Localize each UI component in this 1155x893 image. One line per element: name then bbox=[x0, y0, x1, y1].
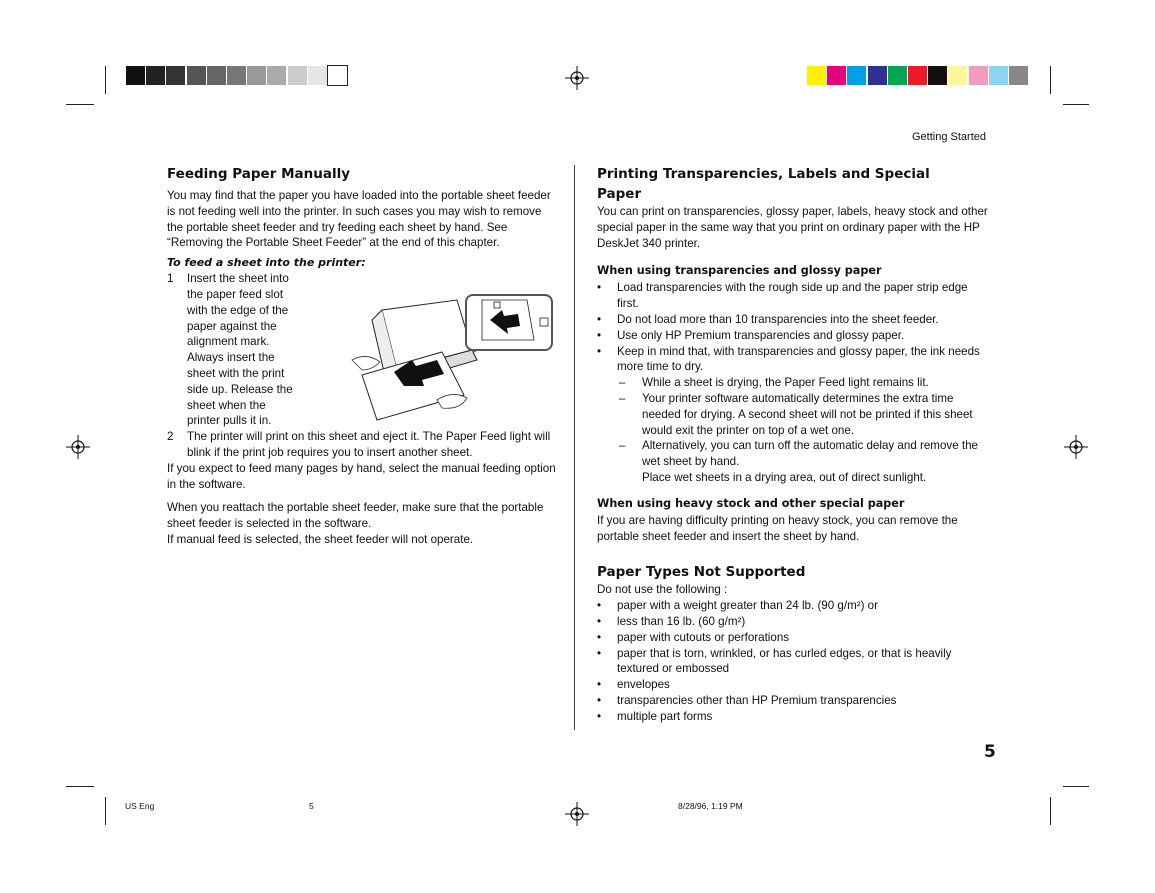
color-swatch bbox=[928, 66, 947, 85]
color-swatch bbox=[126, 66, 145, 85]
step-number: 2 bbox=[167, 430, 174, 444]
bullet-item: • paper that is torn, wrinkled, or has curled edges, or that is heavily textured or embossed bbox=[597, 646, 952, 676]
footer-language: US Eng bbox=[125, 801, 155, 811]
subsection-heading: When using transparencies and glossy paper bbox=[597, 264, 882, 278]
bullet-item: • paper with cutouts or perforations bbox=[597, 630, 790, 644]
footer-timestamp: 8/28/96, 1:19 PM bbox=[678, 801, 743, 811]
section-title: Printing Transparencies, Labels and Special bbox=[597, 166, 930, 182]
step-1-line: the paper feed slot bbox=[187, 287, 284, 301]
intro-paragraph: You can print on transparencies, glossy paper, labels, heavy stock and other special paper in the same way that you print on ordinary paper with the HP DeskJet 340 printer. bbox=[597, 205, 988, 250]
dash-item: – Your printer software automatically determines the extra time needed for drying. A second sheet will not be printed if this sheet would exit the printer on top of a wet one. bbox=[619, 391, 973, 437]
color-swatch bbox=[207, 66, 226, 85]
registration-mark-icon bbox=[565, 802, 589, 826]
color-swatch bbox=[187, 66, 206, 85]
color-swatch bbox=[308, 66, 327, 85]
color-swatch bbox=[288, 66, 307, 85]
crop-mark bbox=[66, 104, 94, 105]
manual-feed-note: If manual feed is selected, the sheet feeder will not operate. bbox=[167, 532, 474, 546]
crop-mark bbox=[1050, 66, 1051, 94]
bullet-item: • multiple part forms bbox=[597, 709, 713, 723]
color-swatch bbox=[827, 66, 846, 85]
registration-mark-icon bbox=[1064, 435, 1088, 459]
intro-paragraph: You may find that the paper you have loaded into the portable sheet feeder is not feeding well into the printer. In such cases you may wish to remove the portable sheet feeder and try feeding each sheet by hand. See “Removing the Portable Sheet Feeder” at the end of this chapter. bbox=[167, 189, 551, 250]
bullet-item: • Do not load more than 10 transparencies into the sheet feeder. bbox=[597, 312, 939, 326]
crop-mark bbox=[66, 786, 94, 787]
bullet-item: • envelopes bbox=[597, 678, 670, 692]
color-swatch bbox=[888, 66, 907, 85]
color-swatch bbox=[1009, 66, 1028, 85]
step-number: 1 bbox=[167, 272, 174, 286]
printer-illustration bbox=[342, 290, 556, 430]
color-swatch bbox=[908, 66, 927, 85]
step-1-line: side up. Release the bbox=[187, 382, 293, 396]
bullet-item: • Load transparencies with the rough side up and the paper strip edge first. bbox=[597, 281, 968, 311]
dash-item: – While a sheet is drying, the Paper Feed light remains lit. bbox=[619, 376, 929, 390]
dash-item: – Alternatively, you can turn off the automatic delay and remove the wet sheet by hand. bbox=[619, 439, 978, 469]
section-title-cont: Paper bbox=[597, 186, 642, 202]
step-1-line: alignment mark. bbox=[187, 335, 270, 349]
bullet-item: • Keep in mind that, with transparencies and glossy paper, the ink needs more time to dry. bbox=[597, 344, 980, 374]
bullet-item: • Use only HP Premium transparencies and glossy paper. bbox=[597, 328, 905, 342]
registration-mark-icon bbox=[565, 66, 589, 90]
bullet-item: • transparencies other than HP Premium transparencies bbox=[597, 693, 897, 707]
bullet-item: • paper with a weight greater than 24 lb. (90 g/m²) or bbox=[597, 599, 878, 613]
right-column bbox=[597, 164, 989, 725]
section-title: Paper Types Not Supported bbox=[597, 564, 806, 581]
bullet-item: • less than 16 lb. (60 g/m²) bbox=[597, 614, 746, 628]
registration-mark-icon bbox=[66, 435, 90, 459]
crop-mark bbox=[105, 797, 106, 825]
lead-text: Do not use the following : bbox=[597, 583, 728, 597]
color-swatch bbox=[868, 66, 887, 85]
section-title: Feeding Paper Manually bbox=[167, 166, 351, 182]
step-2-text: The printer will print on this sheet and eject it. The Paper Feed light will blink if the print job requires you to insert another sheet. bbox=[187, 430, 551, 459]
heavy-stock-paragraph: If you are having difficulty printing on heavy stock, you can remove the portable sheet feeder and insert the sheet by hand. bbox=[597, 513, 958, 543]
dash-item-continuation: Place wet sheets in a drying area, out of direct sunlight. bbox=[642, 470, 927, 484]
manual-option-paragraph: If you expect to feed many pages by hand, select the manual feeding option in the software. bbox=[167, 461, 556, 491]
color-swatch bbox=[807, 66, 826, 85]
step-1-line: sheet when the bbox=[187, 398, 266, 412]
color-swatch bbox=[227, 66, 246, 85]
crop-mark bbox=[1063, 104, 1089, 105]
step-1-line: Always insert the bbox=[187, 351, 275, 365]
step-1-line: with the edge of the bbox=[187, 303, 289, 317]
step-1-line: Insert the sheet into bbox=[187, 272, 289, 286]
subsection-heading: When using heavy stock and other special paper bbox=[597, 496, 905, 510]
crop-mark bbox=[1050, 797, 1051, 825]
step-1-line: paper against the bbox=[187, 319, 277, 333]
color-swatch bbox=[146, 66, 165, 85]
color-swatch bbox=[267, 66, 286, 85]
color-swatch bbox=[948, 66, 967, 85]
reattach-paragraph: When you reattach the portable sheet feeder, make sure that the portable sheet feeder is selected in the software. bbox=[167, 501, 544, 531]
column-divider bbox=[574, 165, 575, 730]
color-swatch bbox=[969, 66, 988, 85]
crop-mark bbox=[105, 66, 106, 94]
color-swatch bbox=[328, 66, 347, 85]
color-swatch bbox=[166, 66, 185, 85]
color-swatch bbox=[847, 66, 866, 85]
step-2 bbox=[167, 429, 559, 461]
running-header: Getting Started bbox=[912, 131, 986, 143]
crop-mark bbox=[1063, 786, 1089, 787]
color-swatch bbox=[247, 66, 266, 85]
step-1-line: sheet with the print bbox=[187, 366, 285, 380]
step-1-line: printer pulls it in. bbox=[187, 414, 272, 428]
color-swatch bbox=[989, 66, 1008, 85]
procedure-heading: To feed a sheet into the printer: bbox=[167, 256, 366, 270]
footer-page: 5 bbox=[309, 801, 314, 811]
page-number: 5 bbox=[984, 742, 996, 762]
